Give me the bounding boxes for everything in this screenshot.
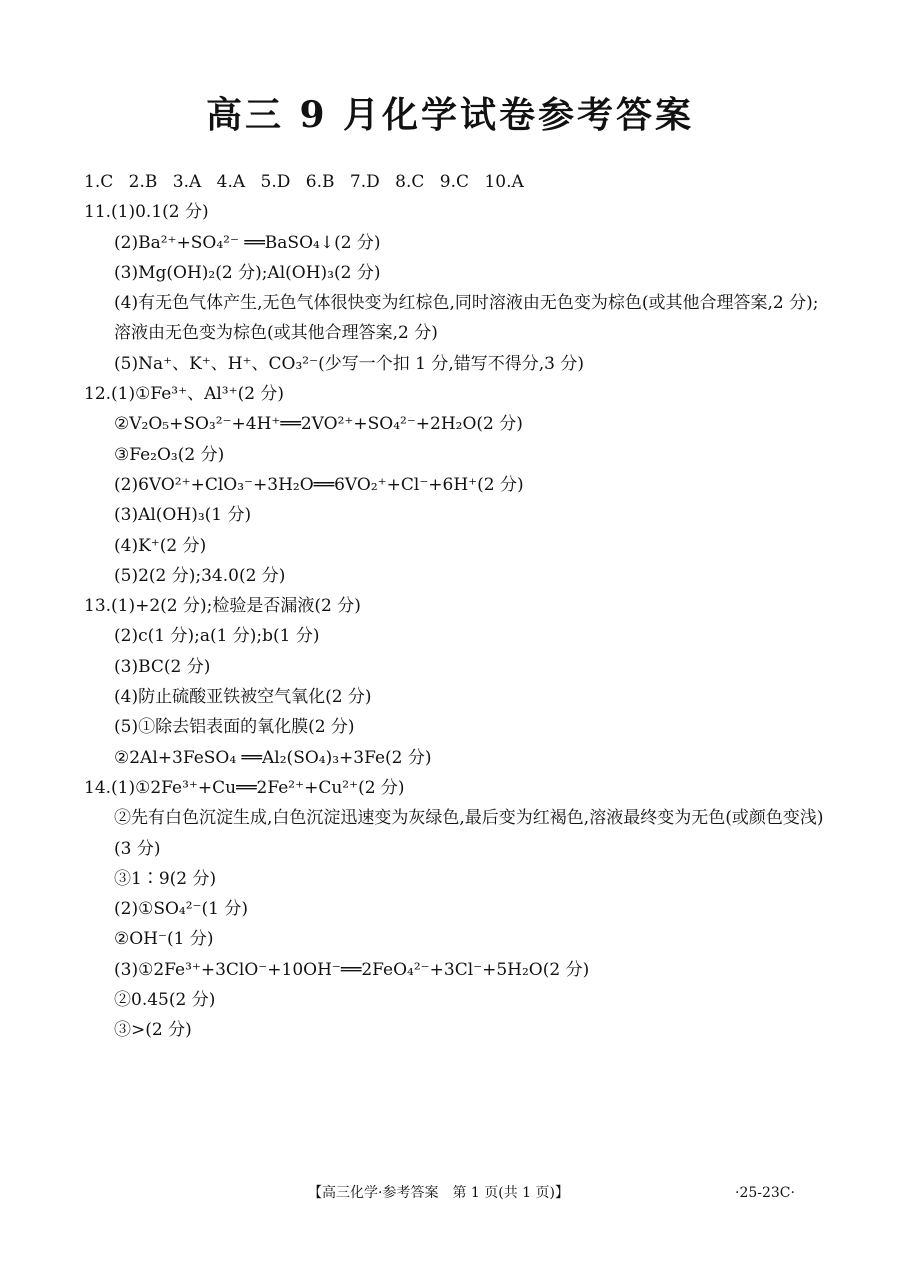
q12-part4: (2)6VO²⁺+ClO₃⁻+3H₂O══6VO₂⁺+Cl⁻+6H⁺(2 分) [114,474,524,495]
q14-part3: ③1∶9(2 分) [114,868,217,889]
footer-code: ·25-23C· [735,1185,795,1201]
q11-part1: 11.(1)0.1(2 分) [84,202,209,223]
q14-part6: (3)①2Fe³⁺+3ClO⁻+10OH⁻══2FeO₄²⁻+3Cl⁻+5H₂O(2 分) [114,959,590,980]
q11-part5: (5)Na⁺、K⁺、H⁺、CO₃²⁻(少写一个扣 1 分,错写不得分,3 分) [114,353,584,374]
q12-part3: ③Fe₂O₃(2 分) [114,444,225,465]
q13-part2: (2)c(1 分);a(1 分);b(1 分) [114,626,320,647]
q11-part4: (4)有无色气体产生,无色气体很快变为红棕色,同时溶液由无色变为棕色(或其他合理答案,2 分);溶液由无色变为棕色(或其他合理答案,2 分) [114,293,819,344]
q12-part6: (4)K⁺(2 分) [114,535,207,556]
q12-part1: 12.(1)①Fe³⁺、Al³⁺(2 分) [84,384,285,405]
q14-part5: ②OH⁻(1 分) [114,929,214,950]
q13-part6: ②2Al+3FeSO₄ ══Al₂(SO₄)₃+3Fe(2 分) [114,747,432,768]
q11-part3: (3)Mg(OH)₂(2 分);Al(OH)₃(2 分) [114,262,381,283]
page-title: 高三 9 月化学试卷参考答案 [205,94,695,136]
q14-part7: ②0.45(2 分) [114,990,216,1011]
q13-part5: (5)①除去铝表面的氧化膜(2 分) [114,717,355,738]
q11-part2: (2)Ba²⁺+SO₄²⁻ ══BaSO₄↓(2 分) [114,232,381,253]
q14-part2: ②先有白色沉淀生成,白色沉淀迅速变为灰绿色,最后变为红褐色,溶液最终变为无色(或颜色变浅)(3 分) [114,808,824,859]
footer-page-info: 【高三化学·参考答案 第 1 页(共 1 页)】 [308,1185,569,1201]
q12-part7: (5)2(2 分);34.0(2 分) [114,565,286,586]
q14-part8: ③>(2 分) [114,1020,192,1041]
multiple-choice-answers: 1.C 2.B 3.A 4.A 5.D 6.B 7.D 8.C 9.C 10.A [84,172,524,192]
q12-part5: (3)Al(OH)₃(1 分) [114,505,252,526]
q14-part1: 14.(1)①2Fe³⁺+Cu══2Fe²⁺+Cu²⁺(2 分) [84,777,405,798]
q12-part2: ②V₂O₅+SO₃²⁻+4H⁺══2VO²⁺+SO₄²⁻+2H₂O(2 分) [114,414,523,435]
q14-part4: (2)①SO₄²⁻(1 分) [114,899,248,920]
q13-part1: 13.(1)+2(2 分);检验是否漏液(2 分) [84,596,361,617]
answer-key-body [84,167,834,1046]
q13-part3: (3)BC(2 分) [114,656,211,677]
q13-part4: (4)防止硫酸亚铁被空气氧化(2 分) [114,687,372,708]
